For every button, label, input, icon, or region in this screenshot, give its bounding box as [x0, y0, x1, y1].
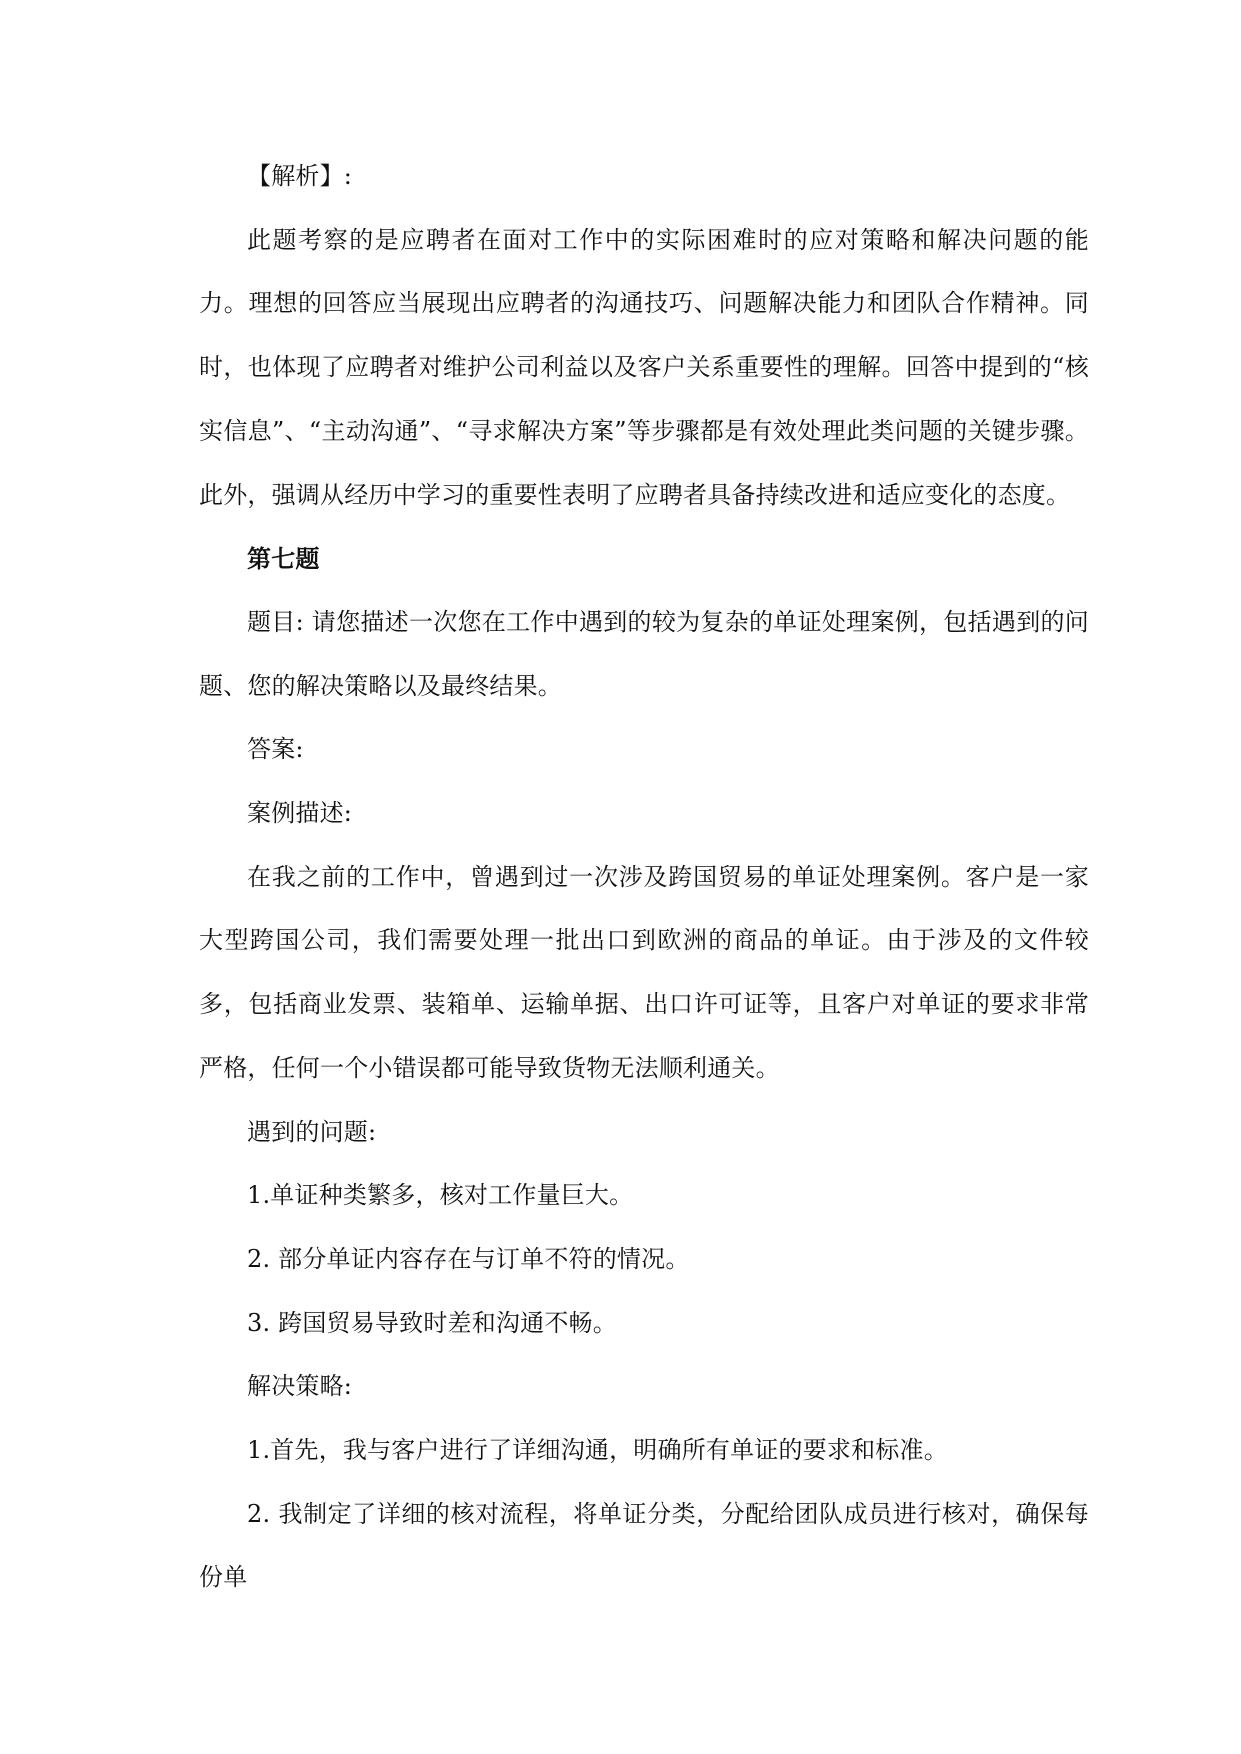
problem-item-1: 1.单证种类繁多，核对工作量巨大。 [247, 1181, 634, 1210]
problem-item-3: 3. 跨国贸易导致时差和沟通不畅。 [247, 1308, 617, 1337]
answer-label: 答案: [247, 735, 304, 764]
document-body [199, 145, 1089, 1610]
case-label: 案例描述: [247, 799, 353, 828]
question-heading: 第七题 [247, 544, 320, 574]
question-paragraph: 题目: 请您描述一次您在工作中遇到的较为复杂的单证处理案例，包括遇到的问题、您的解决策略以及最终结果。 [199, 607, 1089, 700]
problems-label: 遇到的问题: [247, 1117, 377, 1146]
strategy-item-2: 2. 我制定了详细的核对流程，将单证分类，分配给团队成员进行核对，确保每份单 [199, 1499, 1089, 1592]
analysis-label: 【解析】: [247, 162, 353, 190]
analysis-paragraph: 此题考察的是应聘者在面对工作中的实际困难时的应对策略和解决问题的能力。理想的回答应当展现出应聘者的沟通技巧、问题解决能力和团队合作精神。同时，也体现了应聘者对维护公司利益以及客户关系重要性的理解。回答中提到的“核实信息”、“主动沟通”、“寻求解决方案”等步骤都是有效处理此类问题的关键步骤。此外，强调从经历中学习的重要性表明了应聘者具备持续改进和适应变化的态度。 [199, 225, 1089, 509]
case-paragraph: 在我之前的工作中，曾遇到过一次涉及跨国贸易的单证处理案例。客户是一家大型跨国公司，我们需要处理一批出口到欧洲的商品的单证。由于涉及的文件较多，包括商业发票、装箱单、运输单据、出口许可证等，且客户对单证的要求非常严格，任何一个小错误都可能导致货物无法顺利通关。 [199, 862, 1089, 1082]
strategy-label: 解决策略: [247, 1372, 353, 1401]
strategy-item-1: 1.首先，我与客户进行了详细沟通，明确所有单证的要求和标准。 [247, 1436, 948, 1465]
problem-item-2: 2. 部分单证内容存在与订单不符的情况。 [247, 1244, 690, 1273]
